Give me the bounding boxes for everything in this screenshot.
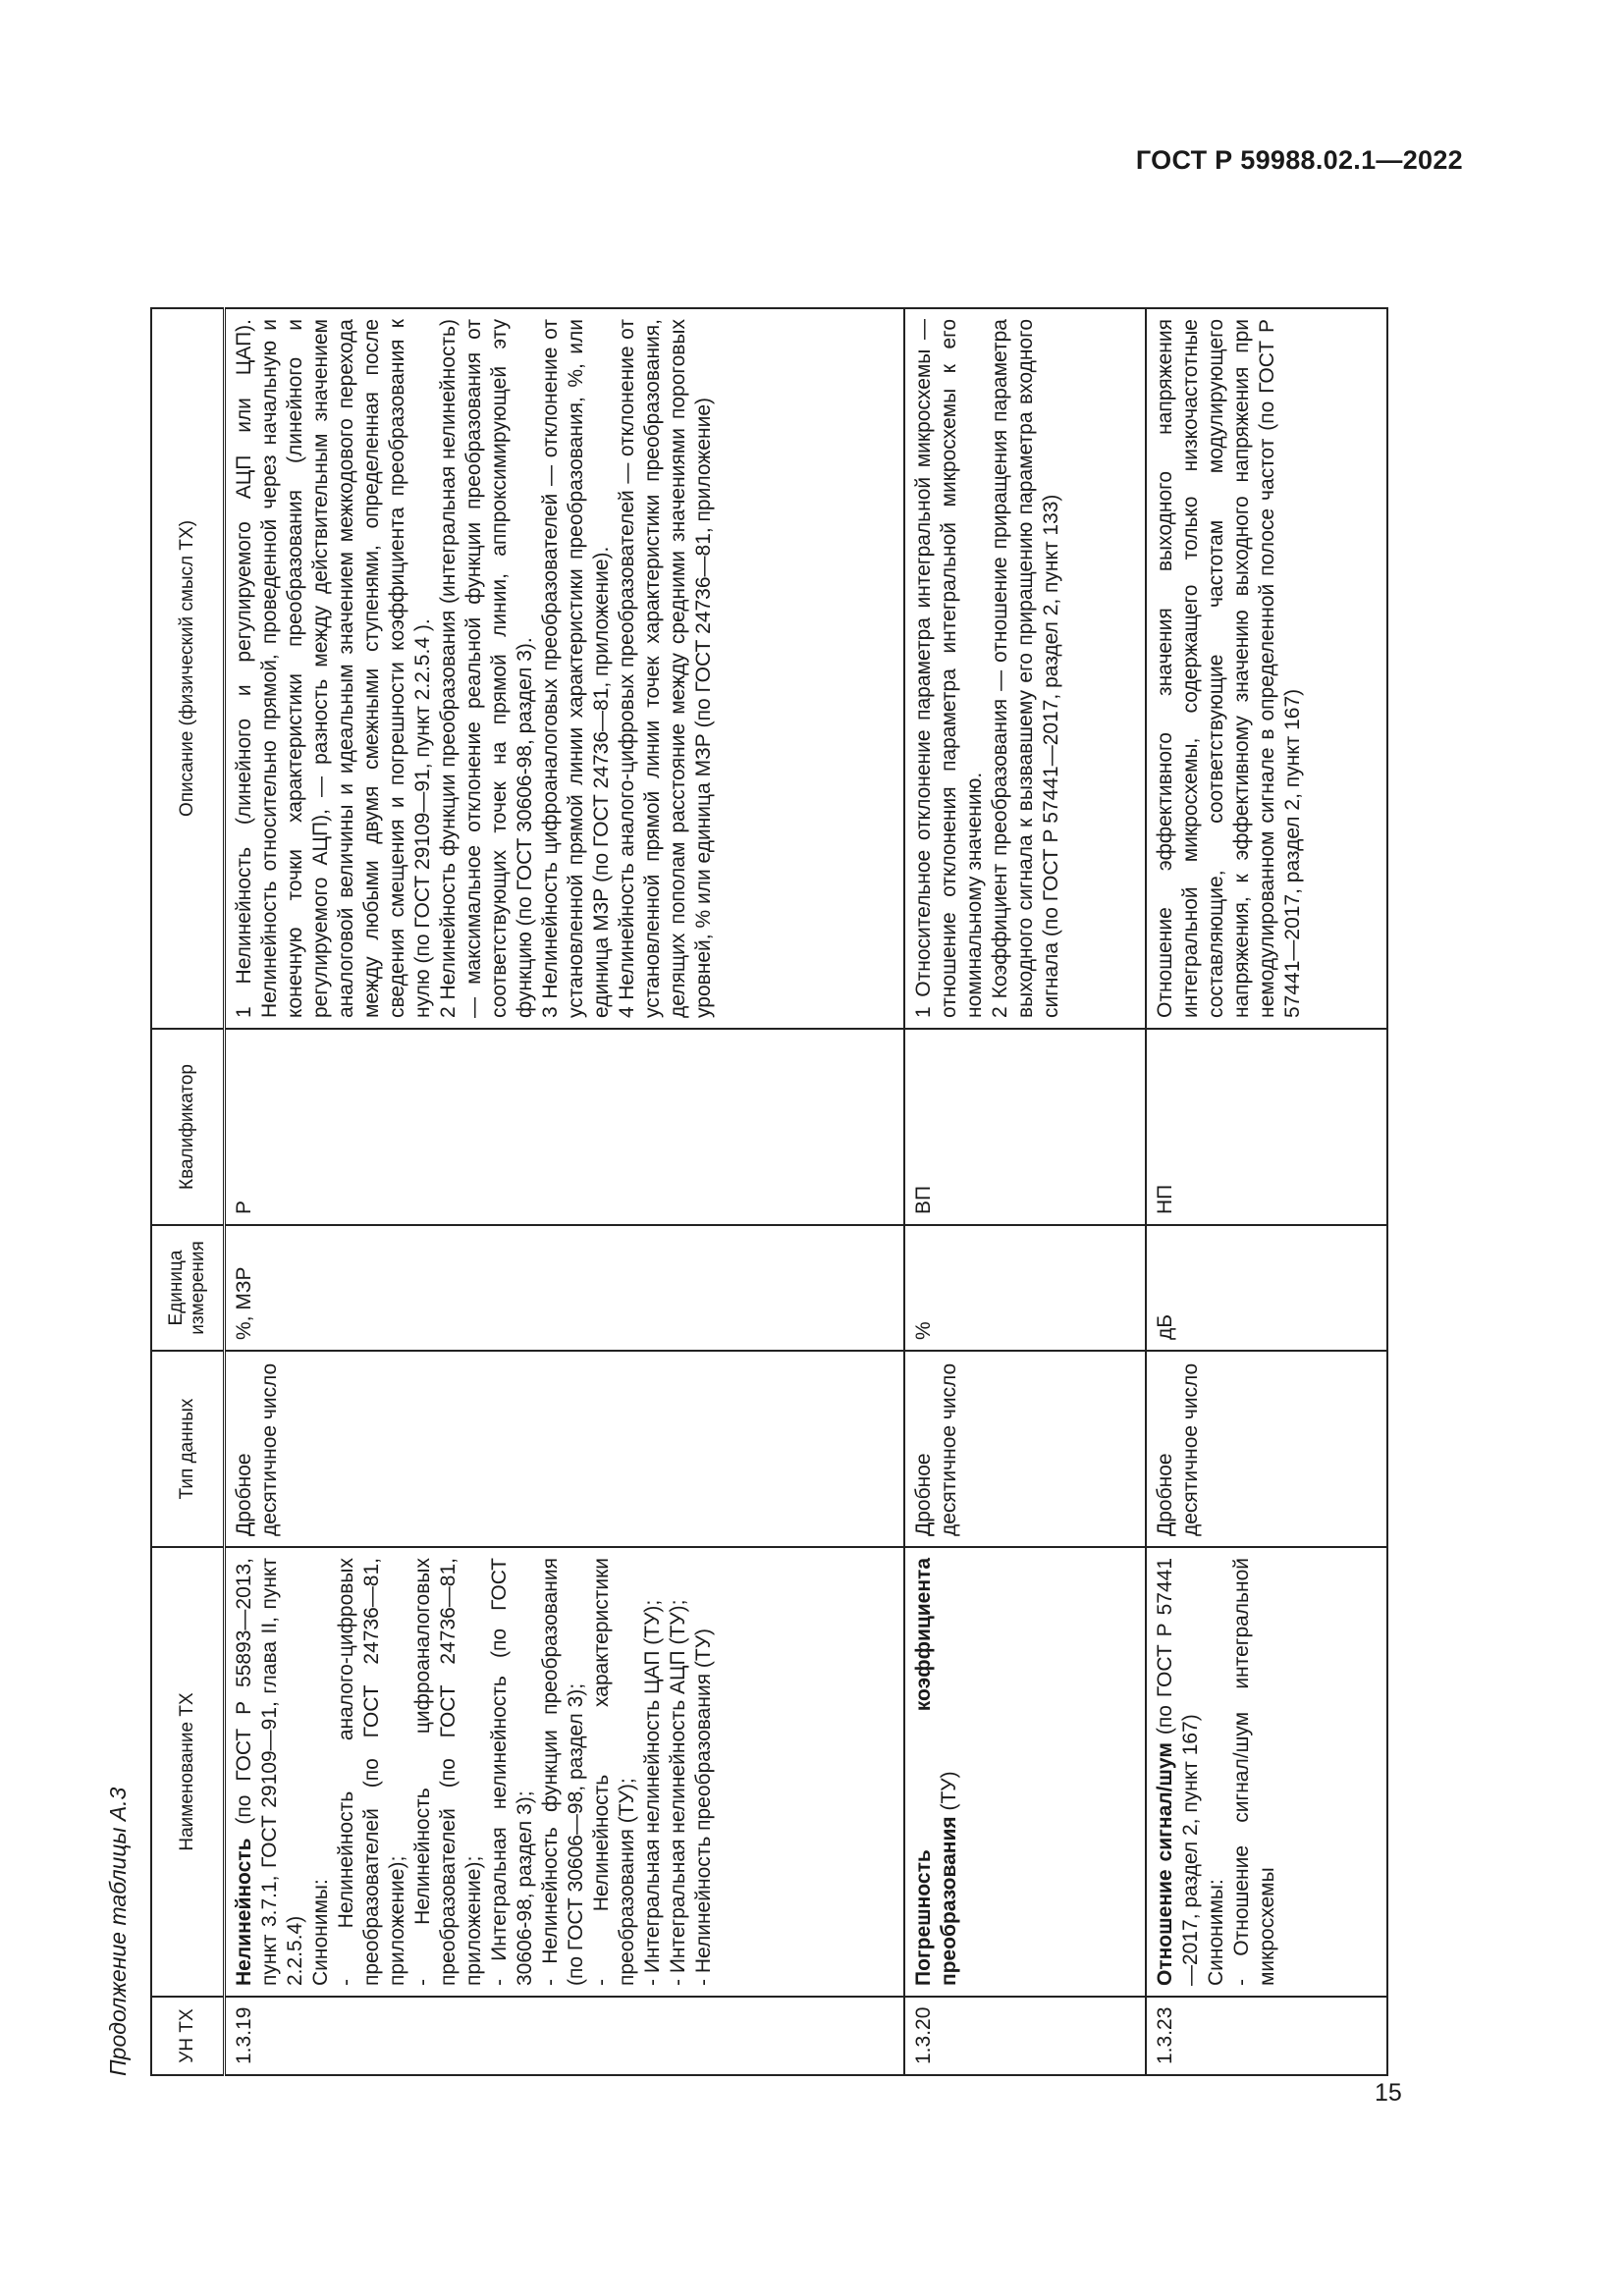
row-description-cell xyxy=(1146,308,1387,1029)
page-number: 15 xyxy=(1375,2079,1402,2107)
row-description-cell xyxy=(225,308,905,1029)
synonym-item: - Интегральная нелинейность АЦП (ТУ); xyxy=(667,1599,689,1986)
synonym-item: - Интегральная нелинейность ЦАП (ТУ); xyxy=(641,1599,664,1986)
row-name-source: (по ГОСТ Р 55893—2013, пункт 3.7.1, ГОСТ 29109—91, глава II, пункт 2.2.5.4) xyxy=(233,1558,306,1986)
table-header-row xyxy=(151,308,225,2075)
row-unit: %, МЗР xyxy=(225,1225,905,1351)
row-qualifier: ВП xyxy=(904,1029,1146,1225)
document-header: ГОСТ Р 59988.02.1—2022 xyxy=(1135,145,1463,175)
row-name-source: (по ГОСТ Р 57441—2017, раздел 2, пункт 167) xyxy=(1154,1558,1202,1986)
synonym-item: - Нелинейность функции преобразования (по ГОСТ 30606—98, раздел 3); xyxy=(539,1558,587,1986)
row-name-bold: Отношение сигнал/шум xyxy=(1154,1742,1176,1986)
row-name-cell xyxy=(225,1547,905,1997)
column-header-description: Описание (физический смысл ТХ) xyxy=(151,308,225,1029)
description-paragraph: 2 Коэффициент преобразования — отношение приращения параметра выходного сигнала к вызвавшему его приращению параметра входного сигнала (по ГОСТ Р 57441—2017, раздел 2, пункт 133) xyxy=(989,319,1062,1018)
row-qualifier: Р xyxy=(225,1029,905,1225)
characteristics-table xyxy=(150,307,1388,2076)
column-header-name: Наименование ТХ xyxy=(151,1547,225,1997)
column-header-unit: Единица измерения xyxy=(151,1225,225,1351)
rotated-table-page xyxy=(103,201,1419,2076)
row-unit: дБ xyxy=(1146,1225,1387,1351)
row-data-type: Дробное десятичное число xyxy=(904,1351,1146,1547)
synonym-item: - Отношение сигнал/шум интегральной микросхемы xyxy=(1230,1558,1278,1986)
row-description-cell xyxy=(904,308,1146,1029)
column-header-id: УН ТХ xyxy=(151,1997,225,2075)
row-qualifier: НП xyxy=(1146,1029,1387,1225)
description-paragraph: 1 Относительное отклонение параметра интегральной микросхемы — отношение отклонения параметра интегральной микросхемы к его номинальному значению. xyxy=(912,319,986,1018)
row-unit: % xyxy=(904,1225,1146,1351)
row-id: 1.3.19 xyxy=(225,1997,905,2075)
table-row xyxy=(225,308,905,2075)
row-id: 1.3.20 xyxy=(904,1997,1146,2075)
description-paragraph: 1 Нелинейность (линейного и регулируемого АЦП или ЦАП). Нелинейность относительно прямой, проведенной через начальную и конечную точки характеристики преобразования (линейного и регулируемого АЦП), — разность между действительным значением аналоговой величины и идеальным значением межкодового перехода между любыми двумя смежными ступенями, определенная после сведения смещения и погрешности коэффициента преобразования к нулю (по ГОСТ 29109—91, пункт 2.2.5.4 ). xyxy=(233,319,434,1018)
synonym-item: - Нелинейность характеристики преобразования (ТУ); xyxy=(590,1558,638,1986)
synonym-item: - Нелинейность цифроаналоговых преобразователей (по ГОСТ 24736—81, приложение); xyxy=(411,1558,485,1986)
description-paragraph: Отношение эффективного значения выходного напряжения интегральной микросхемы, содержащего только низкочастотные составляющие, соответствующие частотам модулирующего напряжения, к эффективному значению выходного напряжения при немодулированном сигнале в определенной полосе частот (по ГОСТ Р 57441—2017, раздел 2, пункт 167) xyxy=(1154,319,1304,1018)
synonyms-label: Синонимы: xyxy=(1205,1879,1227,1986)
synonym-item: - Интегральная нелинейность (по ГОСТ 30606-98, раздел 3); xyxy=(488,1558,536,1986)
row-name-cell xyxy=(1146,1547,1387,1997)
description-paragraph: 3 Нелинейность цифроаналоговых преобразователей — отклонение от установленной прямой линии характеристики преобразования, %, или единица МЗР (по ГОСТ 24736—81, приложение). xyxy=(539,319,613,1018)
row-name-bold: Нелинейность xyxy=(233,1838,255,1986)
table-row xyxy=(1146,308,1387,2075)
row-name-cell xyxy=(904,1547,1146,1997)
synonym-item: - Нелинейность преобразования (ТУ) xyxy=(692,1628,715,1986)
synonyms-label: Синонимы: xyxy=(309,1879,332,1986)
table-row xyxy=(904,308,1146,2075)
table-wrapper xyxy=(150,307,1388,2076)
synonym-item: - Нелинейность аналого-цифровых преобразователей (по ГОСТ 24736—81, приложение); xyxy=(335,1558,408,1986)
description-paragraph: 2 Нелинейность функции преобразования (интегральная нелинейность) — максимальное отклонение реальной функции преобразования от соответствующих точек на прямой линии, аппроксимирующей эту функцию (по ГОСТ 30606-98, раздел 3). xyxy=(437,319,536,1018)
row-data-type: Дробное десятичное число xyxy=(1146,1351,1387,1547)
table-caption: Продолжение таблицы А.3 xyxy=(105,1787,131,2076)
row-name-source: (ТУ) xyxy=(938,1771,960,1817)
column-header-qualifier: Квалификатор xyxy=(151,1029,225,1225)
row-name-bold: Погрешность коэффициента преобразования xyxy=(912,1558,960,1986)
description-paragraph: 4 Нелинейность аналого-цифровых преобразователей — отклонение от установленной прямой линии точек характеристики преобразования, делящих пополам расстояние между средними значениями пороговых уровней, % или единица МЗР (по ГОСТ 24736—81, приложение) xyxy=(616,319,715,1018)
column-header-type: Тип данных xyxy=(151,1351,225,1547)
row-data-type: Дробное десятичное число xyxy=(225,1351,905,1547)
row-id: 1.3.23 xyxy=(1146,1997,1387,2075)
